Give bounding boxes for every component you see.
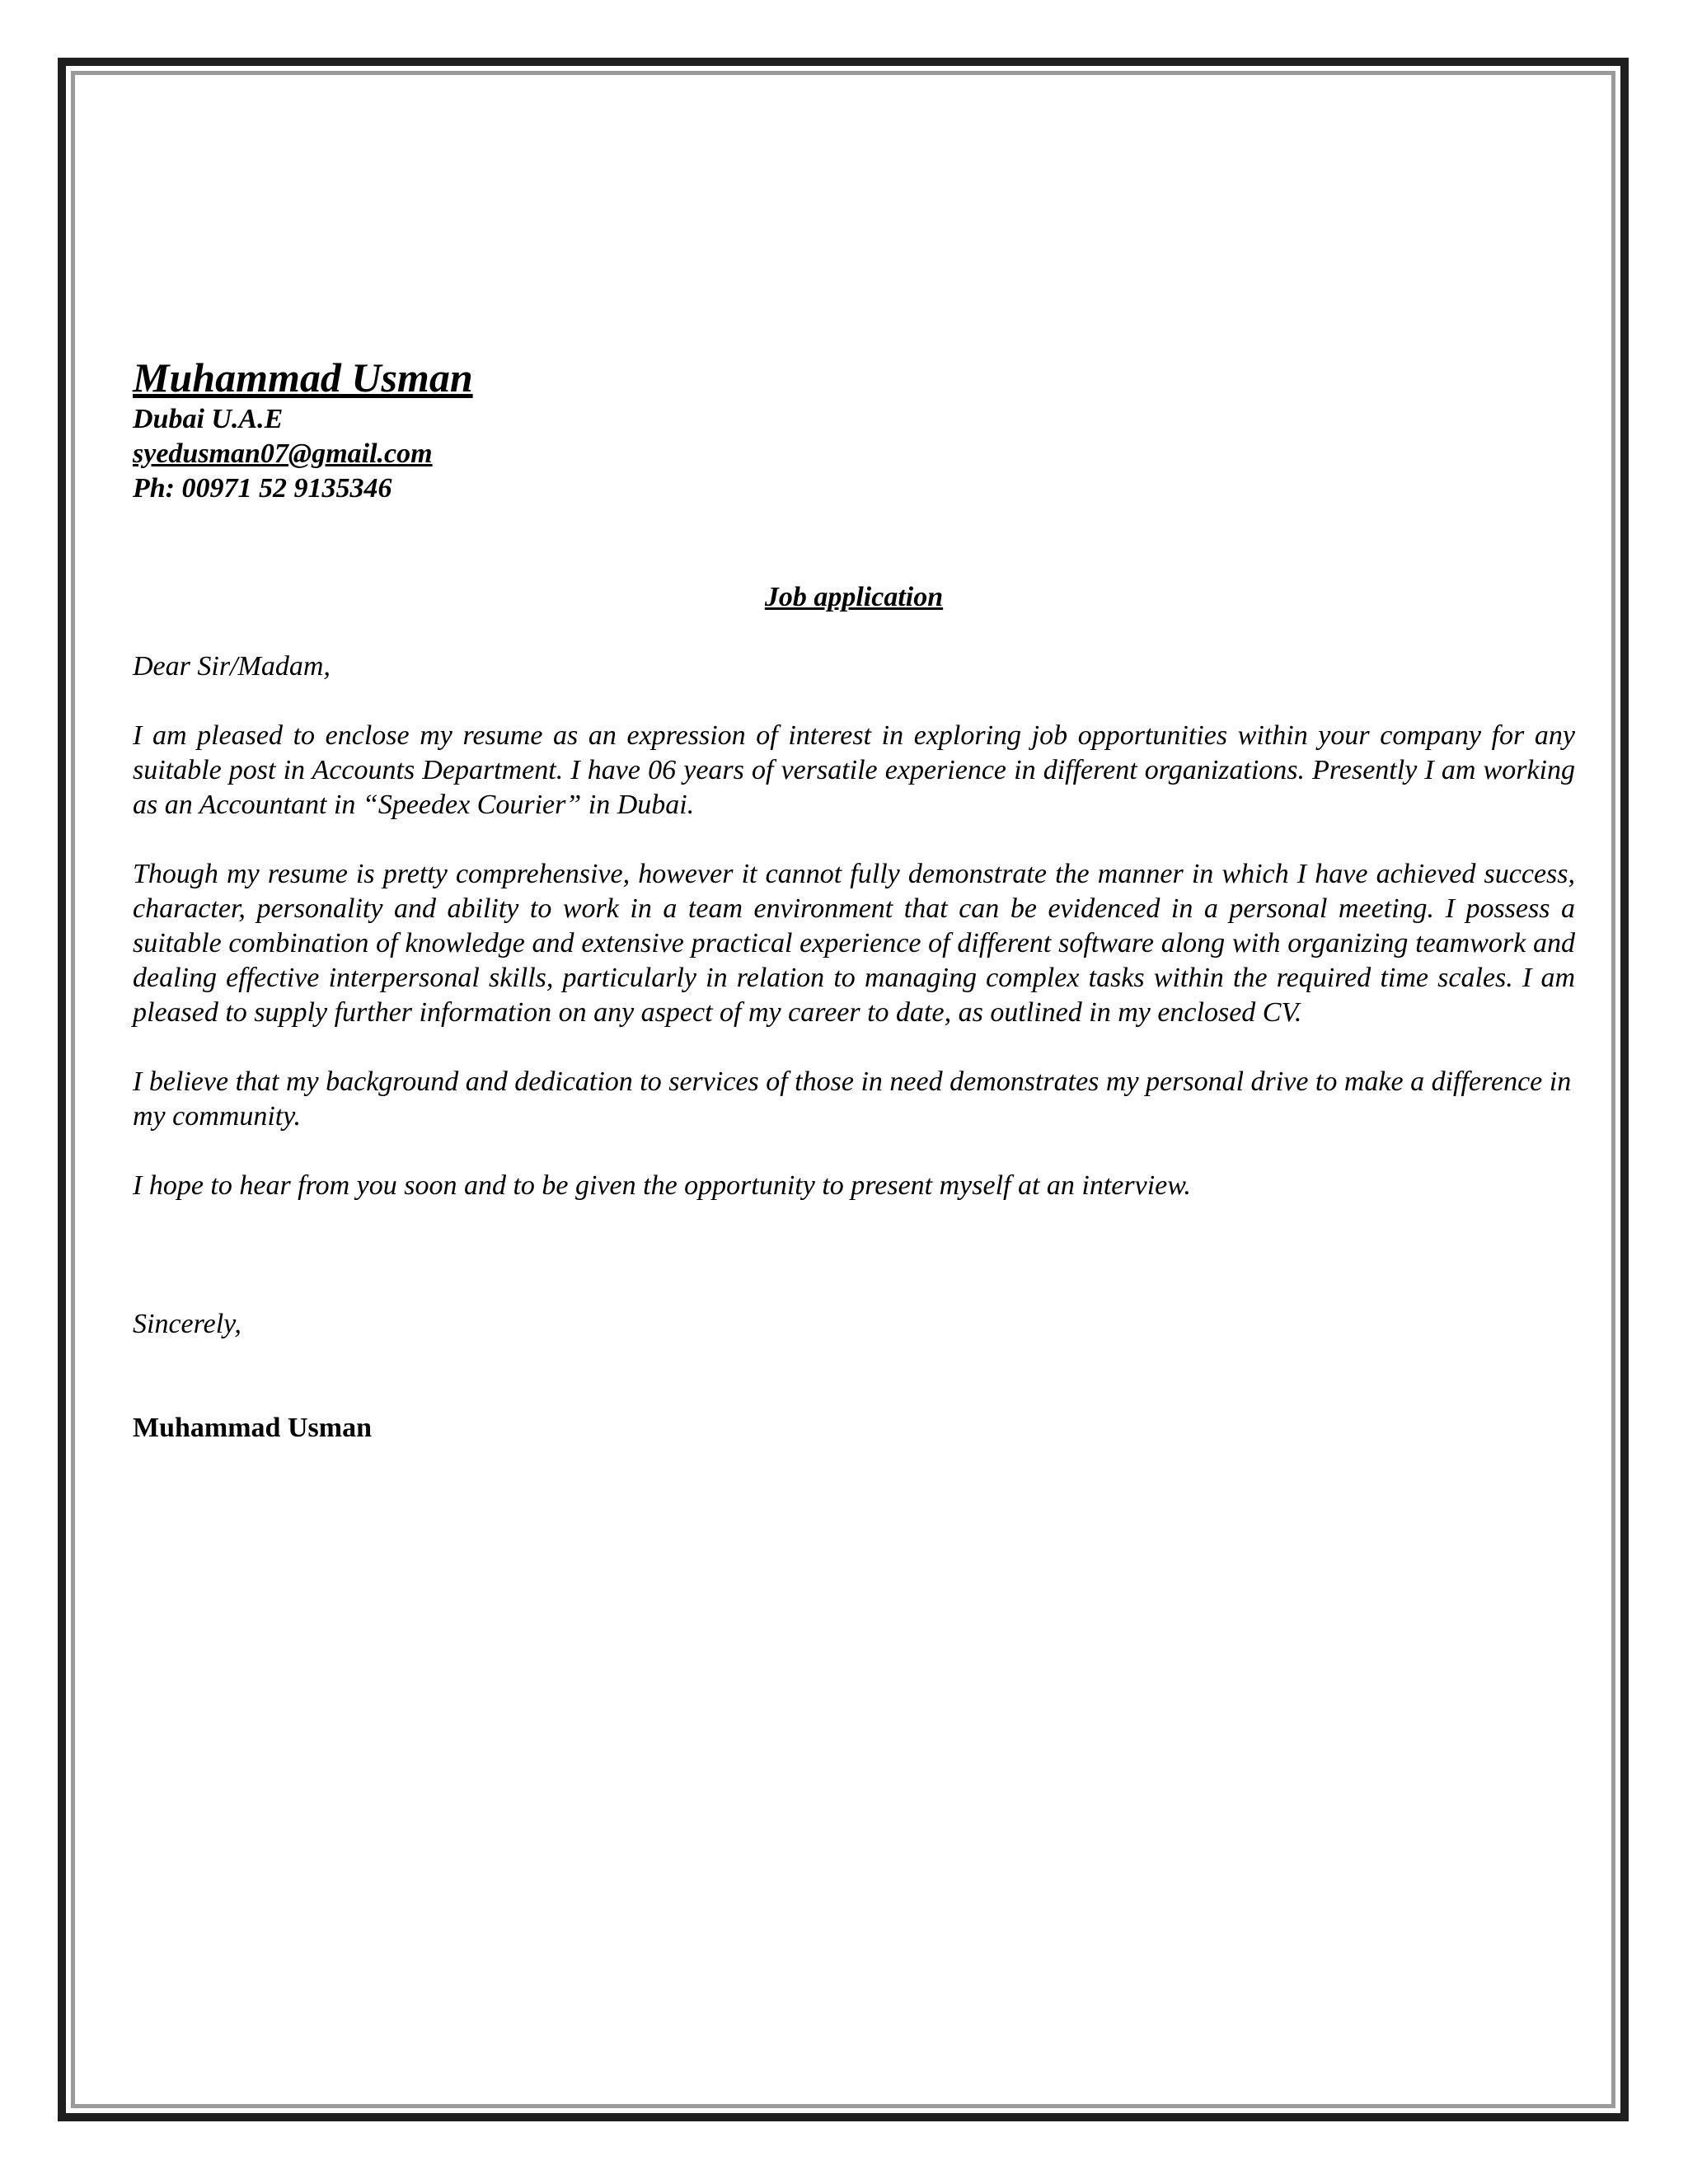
letter-content: [133, 354, 1575, 1446]
signature-name: Muhammad Usman: [133, 1412, 372, 1443]
sender-location: Dubai U.A.E: [133, 403, 284, 434]
paragraph-qualifications: Though my resume is pretty comprehensive, however it cannot fully demonstrate the manner in which I have achieved success, character, personality and ability to work in a team environment that can be evidenced in a personal meeting. I possess a suitable combination of knowledge and extensive practical experience of different software along with organizing teamwork and dealing effective interpersonal skills, particularly in relation to managing complex tasks within the required time scales. I am pleased to supply further information on any aspect of my career to date, as outlined in my enclosed CV.: [133, 858, 1575, 1028]
sender-name: Muhammad Usman: [133, 354, 473, 401]
closing: Sincerely,: [133, 1308, 241, 1339]
paragraph-conclusion: I hope to hear from you soon and to be given the opportunity to present myself at an interview.: [133, 1169, 1191, 1201]
sender-email-link[interactable]: syedusman07@gmail.com: [133, 438, 433, 469]
salutation: Dear Sir/Madam,: [133, 650, 331, 682]
paragraph-intro: I am pleased to enclose my resume as an expression of interest in exploring job opportunities within your company for any suitable post in Accounts Department. I have 06 years of versatile experience in different organizations. Presently I am working as an Accountant in “Speedex Courier” in Dubai.: [133, 719, 1575, 820]
letter-subject: Job application: [764, 581, 944, 612]
sender-phone: Ph: 00971 52 9135346: [133, 472, 392, 504]
paragraph-motivation: I believe that my background and dedication to services of those in need demonstrates my personal drive to make a difference in my community.: [133, 1066, 1572, 1132]
